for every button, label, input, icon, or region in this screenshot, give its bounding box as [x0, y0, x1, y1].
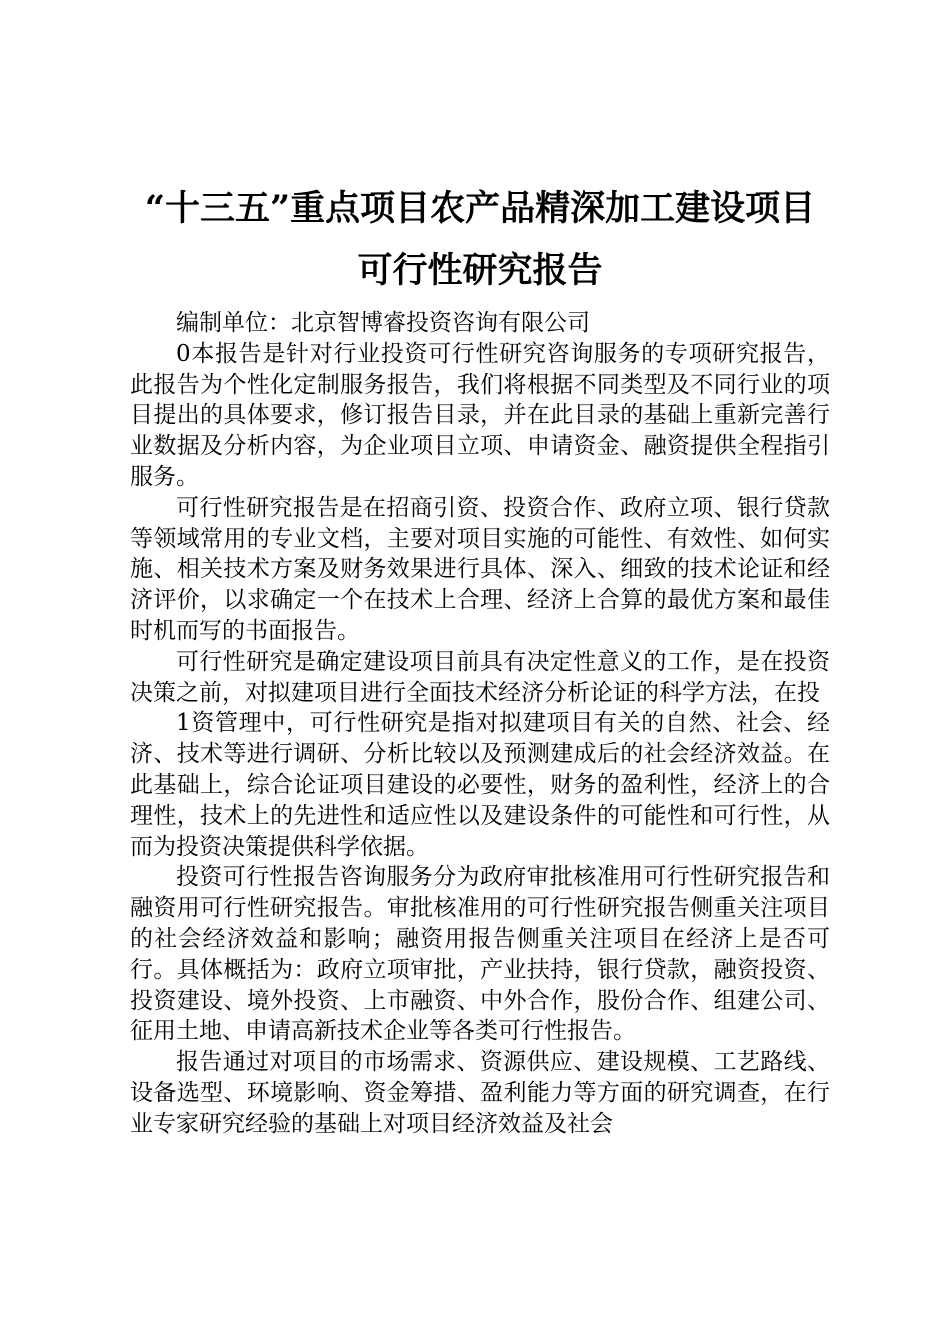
- document-title-line-2: 可行性研究报告: [357, 250, 603, 291]
- document-page: [130, 180, 830, 1140]
- document-title-line-1: “十三五”重点项目农产品精深加工建设项目: [144, 188, 816, 229]
- body-paragraph: 投资可行性报告咨询服务分为政府审批核准用可行性研究报告和融资用可行性研究报告。审批核准用的可行性研究报告侧重关注项目的社会经济效益和影响；融资用报告侧重关注项目在经济上是否可行。具体概括为：政府立项审批，产业扶持，银行贷款，融资投资、投资建设、境外投资、上市融资、中外合作，股份合作、组建公司、征用土地、申请高新技术企业等各类可行性报告。: [130, 864, 830, 1045]
- compiler-line: 编制单位：北京智博睿投资咨询有限公司: [176, 310, 590, 336]
- body-paragraph: 可行性研究是确定建设项目前具有决定性意义的工作，是在投资决策之前，对拟建项目进行全面技术经济分析论证的科学方法，在投: [130, 648, 830, 706]
- body-paragraph: 0本报告是针对行业投资可行性研究咨询服务的专项研究报告，此报告为个性化定制服务报告，我们将根据不同类型及不同行业的项目提出的具体要求，修订报告目录，并在此目录的基础上重新完善行业数据及分析内容，为企业项目立项、申请资金、融资提供全程指引服务。: [130, 340, 830, 490]
- body-paragraph: 可行性研究报告是在招商引资、投资合作、政府立项、银行贷款等领域常用的专业文档，主要对项目实施的可能性、有效性、如何实施、相关技术方案及财务效果进行具体、深入、细致的技术论证和经济评价，以求确定一个在技术上合理、经济上合算的最优方案和最佳时机而写的书面报告。: [130, 494, 830, 644]
- body-paragraph: 报告通过对项目的市场需求、资源供应、建设规模、工艺路线、设备选型、环境影响、资金筹措、盈利能力等方面的研究调查，在行业专家研究经验的基础上对项目经济效益及社会: [130, 1049, 830, 1137]
- document-body: [130, 308, 830, 1140]
- document-title: [130, 180, 830, 300]
- body-paragraph: 1资管理中，可行性研究是指对拟建项目有关的自然、社会、经济、技术等进行调研、分析比较以及预测建成后的社会经济效益。在此基础上，综合论证项目建设的必要性，财务的盈利性，经济上的合理性，技术上的先进性和适应性以及建设条件的可能性和可行性，从而为投资决策提供科学依据。: [130, 710, 830, 860]
